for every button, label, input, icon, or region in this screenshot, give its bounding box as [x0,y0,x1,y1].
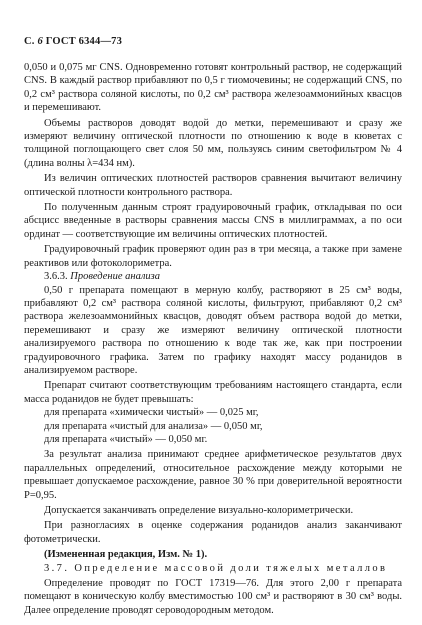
limits-list [24,406,402,446]
section-heading-3-7: 3.7. Определение массовой доли тяжелых металлов [44,562,388,574]
paragraph-2: Объемы растворов доводят водой до метки, перемешивают и сразу же измеряют величину оптической плотности по отношению к воде в кюветах с толщиной поглощающего свет слоя 50 мм, пользуясь синим светофильтром № 4 (длина волны λ=434 нм). [24,117,402,169]
section-title: Проведение анализа [70,271,161,283]
standard-designation: ГОСТ 6344—73 [45,36,123,47]
document-page [24,36,402,617]
paragraph-1: 0,050 и 0,075 мг CNS. Одновременно готовят контрольный раствор, не содержащий CNS. В каждый раствор прибавляют по 0,5 г тиомочевины; не содержащий CNS, по 0,2 см³ раствора соляной кислоты, по 0,2 см³ раствора железоаммонийных квасцов и перемешивают. [24,62,402,114]
section-heading-3-6-3 [24,270,402,283]
paragraph-10: Допускается заканчивать определение визуально-колориметрически. [44,505,354,516]
amendment-note: (Измененная редакция, Изм. № 1). [44,549,208,561]
list-item: для препарата «чистый для анализа» — 0,050 мг, [44,420,263,432]
paragraph-3: Из величин оптических плотностей растворов сравнения вычитают величину оптической плотности контрольного раствора. [24,173,402,198]
paragraph-7: 0,50 г препарата помещают в мерную колбу, растворяют в 25 см³ воды, прибавляют 0,2 см³ раствора соляной кислоты, фильтруют, прибавляют 0,2 см³ раствора железоаммонийных квасцов, доводят объем раствора водой до метки, перемешивают и сразу же измеряют величину оптической плотности анализируемого раствора по отношению к воде так же, как при построении градуировочного графика. Затем по графику находят массу роданидов в анализируемом растворе. [24,284,402,376]
paragraph-9: За результат анализа принимают среднее арифметическое результатов двух параллельных определений, относительное расхождение между которыми не превышает допускаемое расхождение, равное 30 % при доверительной вероятности P=0,95. [24,449,402,501]
paragraph-4: По полученным данным строят градуировочный график, откладывая по оси абсцисс введенные в растворы сравнения массы CNS в миллиграммах, а по оси ординат — соответствующие им величины оптических плотностей. [24,202,402,240]
paragraph-5: Градуировочный график проверяют один раз в три месяца, а также при замене реактивов или фотоколориметра. [24,244,402,269]
header-prefix: С. [24,36,35,47]
page-header [24,36,402,47]
section-number: 3.6.3. [44,271,68,283]
page-number: 6 [37,36,43,47]
paragraph-11: При разногласиях в оценке содержания роданидов анализ заканчивают фотометрически. [24,520,402,545]
paragraph-8: Препарат считают соответствующим требованиям настоящего стандарта, если масса роданидов не будет превышать: [24,380,402,405]
list-item: для препарата «чистый» — 0,050 мг. [44,433,208,445]
paragraph-14: Определение проводят по ГОСТ 17319—76. Для этого 2,00 г препарата помещают в коническую колбу вместимостью 100 см³ и растворяют в 30 см³ воды. Далее определение проводят сероводородным методом. [24,578,402,616]
list-item: для препарата «химически чистый» — 0,025 мг, [44,407,259,419]
